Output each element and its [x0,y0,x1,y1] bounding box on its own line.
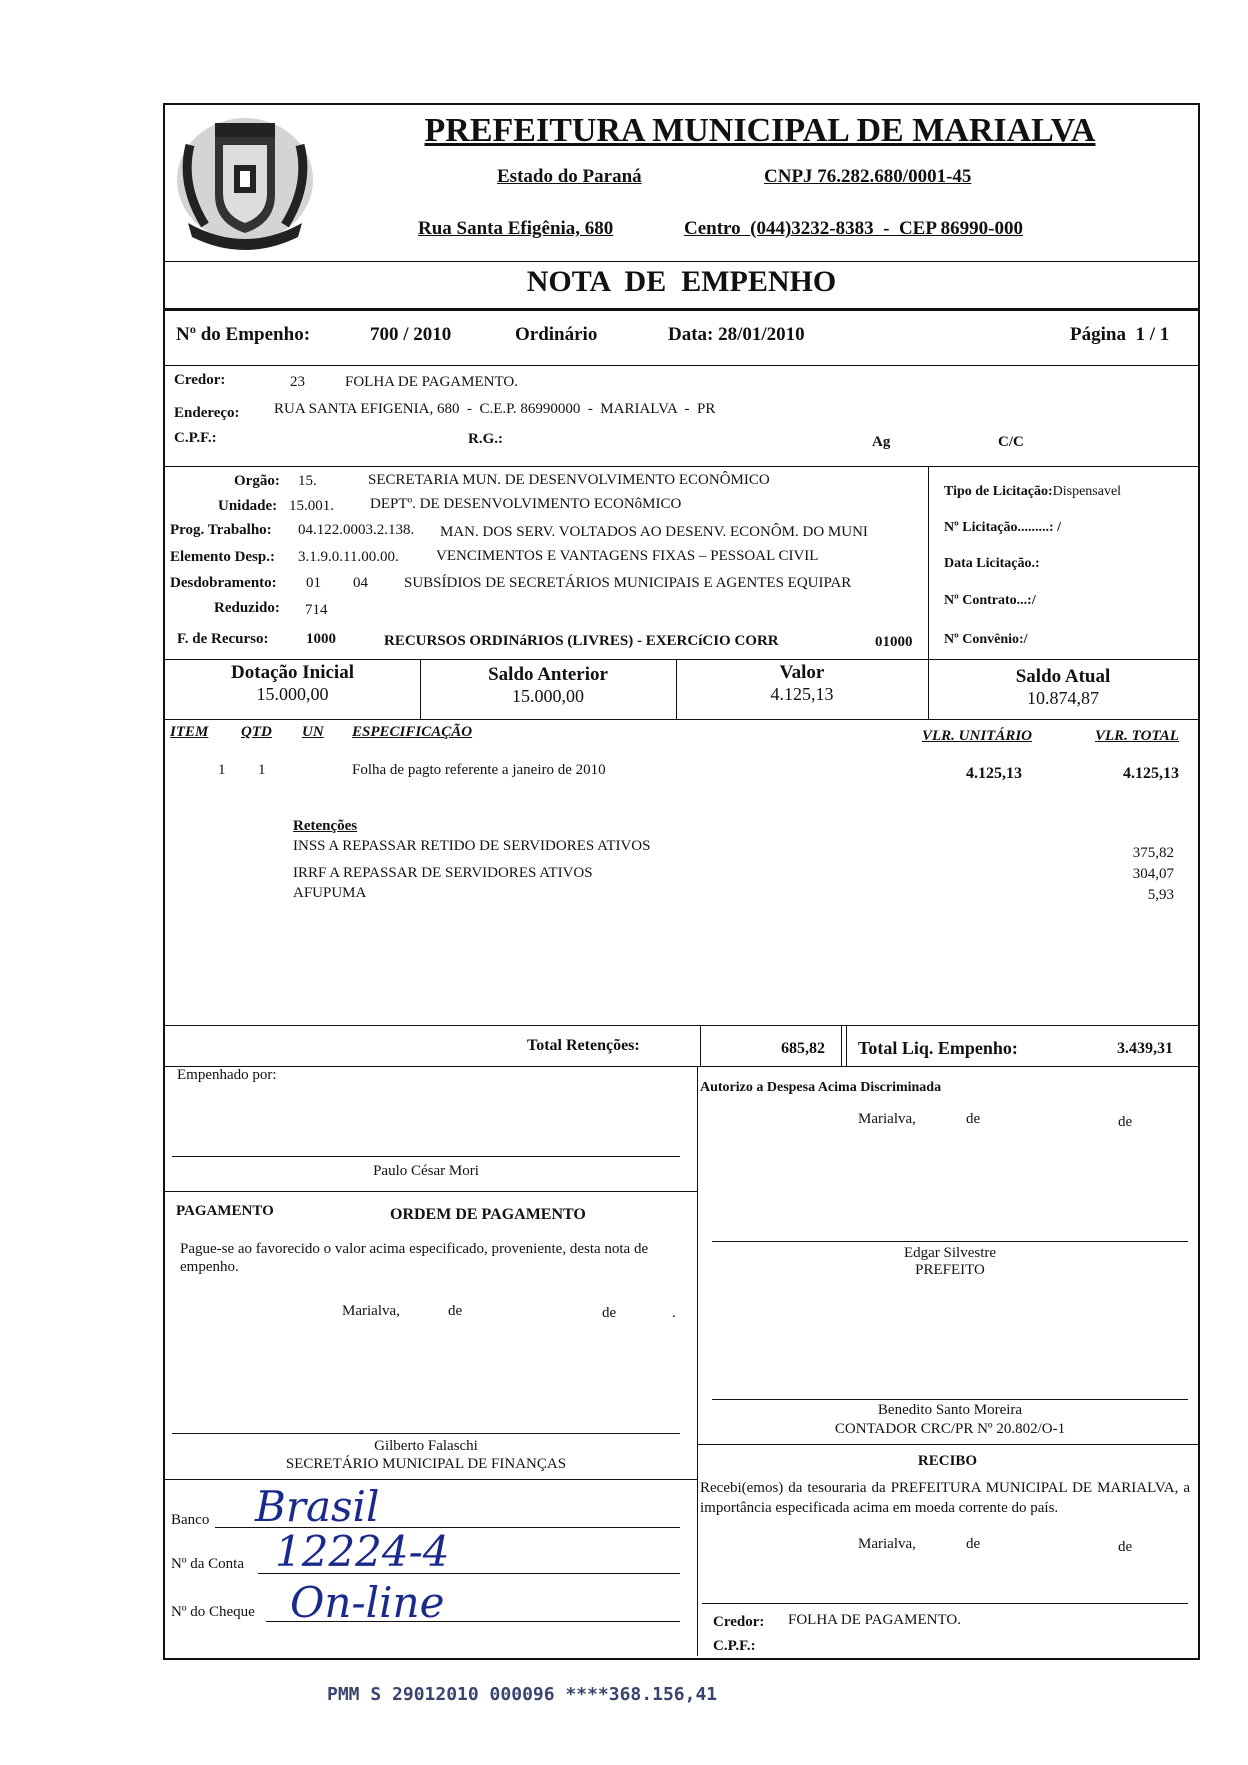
col-vlr-total: VLR. TOTAL [1095,728,1179,744]
footer-stamp: PMM S 29012010 000096 ****368.156,41 [327,1684,718,1705]
saldo-value: 15.000,00 [512,686,584,706]
endereco-label: Endereço: [174,405,240,421]
cheque-label: Nº do Cheque [171,1604,255,1620]
licitacao-type [944,484,1121,500]
empenhado-name: Paulo César Mori [373,1163,479,1179]
licitacao-type-label: Tipo de Licitação: [944,484,1053,499]
item-description: Folha de pagto referente a janeiro de 2010 [352,762,606,778]
saldo-label: Saldo Anterior [488,664,608,685]
col-qtd: QTD [241,724,272,740]
item-number: 1 [218,762,226,778]
recurso-value: RECURSOS ORDINáRIOS (LIVRES) - EXERCíCIO CORR [384,633,779,649]
reduzido-value: 714 [305,602,328,618]
divider [846,1025,847,1066]
saldo-anterior [420,664,676,707]
saldo-value: 10.874,87 [1027,688,1099,708]
licitacao-date: Data Licitação.: [944,556,1040,571]
desdobramento-value: SUBSÍDIOS DE SECRETÁRIOS MUNICIPAIS E AGENTES EQUIPAR [404,575,852,591]
elemento-label: Elemento Desp.: [170,549,275,565]
ordem-pagamento-label: ORDEM DE PAGAMENTO [390,1206,586,1223]
desdobramento-label: Desdobramento: [170,575,277,591]
autorizo-city: Marialva, [858,1111,916,1127]
desdobramento-b: 04 [353,575,368,591]
empenhado-label: Empenhado por: [177,1067,277,1083]
elemento-code: 3.1.9.0.11.00.00. [298,549,399,565]
conta-label: Nº da Conta [171,1556,244,1572]
recibo-credor-value: FOLHA DE PAGAMENTO. [788,1612,961,1628]
pagamento-de1: de [448,1303,463,1319]
col-vlr-unitario: VLR. UNITÁRIO [922,728,1033,744]
state-label: Estado do Paraná [497,166,642,187]
retencao-desc: IRRF A REPASSAR DE SERVIDORES ATIVOS [293,865,593,881]
retencoes-title: Retenções [293,818,358,834]
saldo-valor [676,662,928,705]
saldo-label: Valor [779,662,825,683]
unidade-value: DEPTº. DE DESENVOLVIMENTO ECONôMICO [370,496,682,512]
col-un: UN [302,724,324,740]
ag-label: Ag [872,434,891,450]
credor-name: FOLHA DE PAGAMENTO. [345,374,518,390]
pagamento-label: PAGAMENTO [176,1203,274,1219]
saldo-dotacao-inicial [165,662,420,705]
document-title: NOTA DE EMPENHO [526,265,837,298]
autorizo-de2: de [1118,1114,1133,1130]
retencao-value: 375,82 [1132,845,1174,861]
cpf-label: C.P.F.: [174,430,217,446]
recibo-de1: de [966,1536,981,1552]
pagamento-sig-name: Gilberto Falaschi [374,1438,478,1454]
recurso-tail: 01000 [875,634,913,650]
unidade-label: Unidade: [218,498,278,514]
retencao-desc: AFUPUMA [293,885,367,901]
total-liquido-value: 3.439,31 [1117,1040,1173,1057]
desdobramento-a: 01 [306,575,321,591]
col-item: ITEM [170,724,209,740]
page-number: Página 1 / 1 [1070,324,1170,345]
retencao-value: 5,93 [1147,887,1174,903]
licitacao-number: Nº Licitação.........: / [944,520,1061,535]
recibo-credor-label: Credor: [713,1614,765,1630]
licitacao-type-value: Dispensavel [1052,484,1122,499]
banco-label: Banco [171,1512,210,1528]
elemento-value: VENCIMENTOS E VANTAGENS FIXAS – PESSOAL CIVIL [436,548,819,564]
saldo-label: Saldo Atual [1015,666,1111,687]
recurso-code: 1000 [306,631,336,647]
credor-label: Credor: [174,372,226,388]
recibo-city: Marialva, [858,1536,916,1552]
empenho-number: 700 / 2010 [370,324,452,345]
contador-name: Benedito Santo Moreira [877,1402,1023,1418]
cnpj-label: CNPJ 76.282.680/0001-45 [764,166,972,187]
rg-label: R.G.: [468,431,503,447]
empenho-number-label: Nº do Empenho: [176,324,311,345]
recurso-label: F. de Recurso: [177,631,269,647]
saldo-label: Dotação Inicial [231,662,354,683]
saldo-value: 15.000,00 [256,684,329,704]
item-unit-value: 4.125,13 [966,765,1022,782]
cheque-handwritten: On-line [290,1578,445,1627]
cc-label: C/C [998,434,1024,450]
autorizo-de1: de [966,1111,981,1127]
prog-code: 04.122.0003.2.138. [298,522,415,538]
prog-value: MAN. DOS SERV. VOLTADOS AO DESENV. ECONÔM. DO MUNI [440,524,868,540]
recibo-title: RECIBO [917,1453,978,1469]
address-label: Centro (044)3232-8383 - CEP 86990-000 [684,218,1023,239]
total-liquido-label: Total Liq. Empenho: [858,1038,1018,1058]
total-retencoes-value: 685,82 [781,1040,825,1057]
recibo-cpf-label: C.P.F.: [713,1638,756,1654]
item-total-value: 4.125,13 [1123,765,1179,782]
orgao-code: 15. [298,473,317,489]
conta-handwritten: 12224-4 [275,1527,450,1576]
prog-label: Prog. Trabalho: [170,522,272,538]
item-qtd: 1 [258,762,266,778]
col-especificacao: ESPECIFICAÇÃO [352,724,473,740]
retencao-value: 304,07 [1132,866,1174,882]
saldo-value: 4.125,13 [770,684,834,704]
orgao-label: Orgão: [234,473,280,489]
convenio-number: Nº Convênio:/ [944,632,1028,647]
unidade-code: 15.001. [289,498,334,514]
autorizo-label: Autorizo a Despesa Acima Discriminada [700,1080,942,1095]
street-label: Rua Santa Efigênia, 680 [418,218,614,239]
saldo-atual [928,666,1198,709]
contrato-number: Nº Contrato...:/ [944,593,1036,608]
prefeito-name: Edgar Silvestre [903,1245,997,1261]
recibo-text: Recebi(emos) da tesouraria da PREFEITURA MUNICIPAL DE MARIALVA, a importância especificada acima em moeda corrente do país. [700,1480,1190,1516]
page-title: PREFEITURA MUNICIPAL DE MARIALVA [424,112,1096,149]
reduzido-label: Reduzido: [214,600,280,616]
pagamento-text: Pague-se ao favorecido o valor acima especificado, proveniente, desta nota de empenho. [180,1241,649,1275]
retencao-desc: INSS A REPASSAR RETIDO DE SERVIDORES ATIVOS [293,838,651,854]
prefeito-role: PREFEITO [915,1262,985,1278]
pagamento-city: Marialva, [342,1303,400,1319]
empenho-date: Data: 28/01/2010 [668,324,805,345]
endereco-value: RUA SANTA EFIGENIA, 680 - C.E.P. 86990000 - MARIALVA - PR [274,401,716,417]
pagamento-dot: . [672,1305,676,1321]
banco-handwritten: Brasil [255,1482,380,1531]
pagamento-sig-role: SECRETÁRIO MUNICIPAL DE FINANÇAS [285,1456,567,1472]
orgao-value: SECRETARIA MUN. DE DESENVOLVIMENTO ECONÔMICO [368,472,770,488]
credor-code: 23 [290,374,305,390]
empenho-type: Ordinário [515,324,598,345]
total-retencoes-label: Total Retenções: [527,1037,640,1054]
recibo-de2: de [1118,1539,1133,1555]
contador-role: CONTADOR CRC/PR Nº 20.802/O-1 [834,1421,1066,1437]
pagamento-de2: de [602,1305,617,1321]
